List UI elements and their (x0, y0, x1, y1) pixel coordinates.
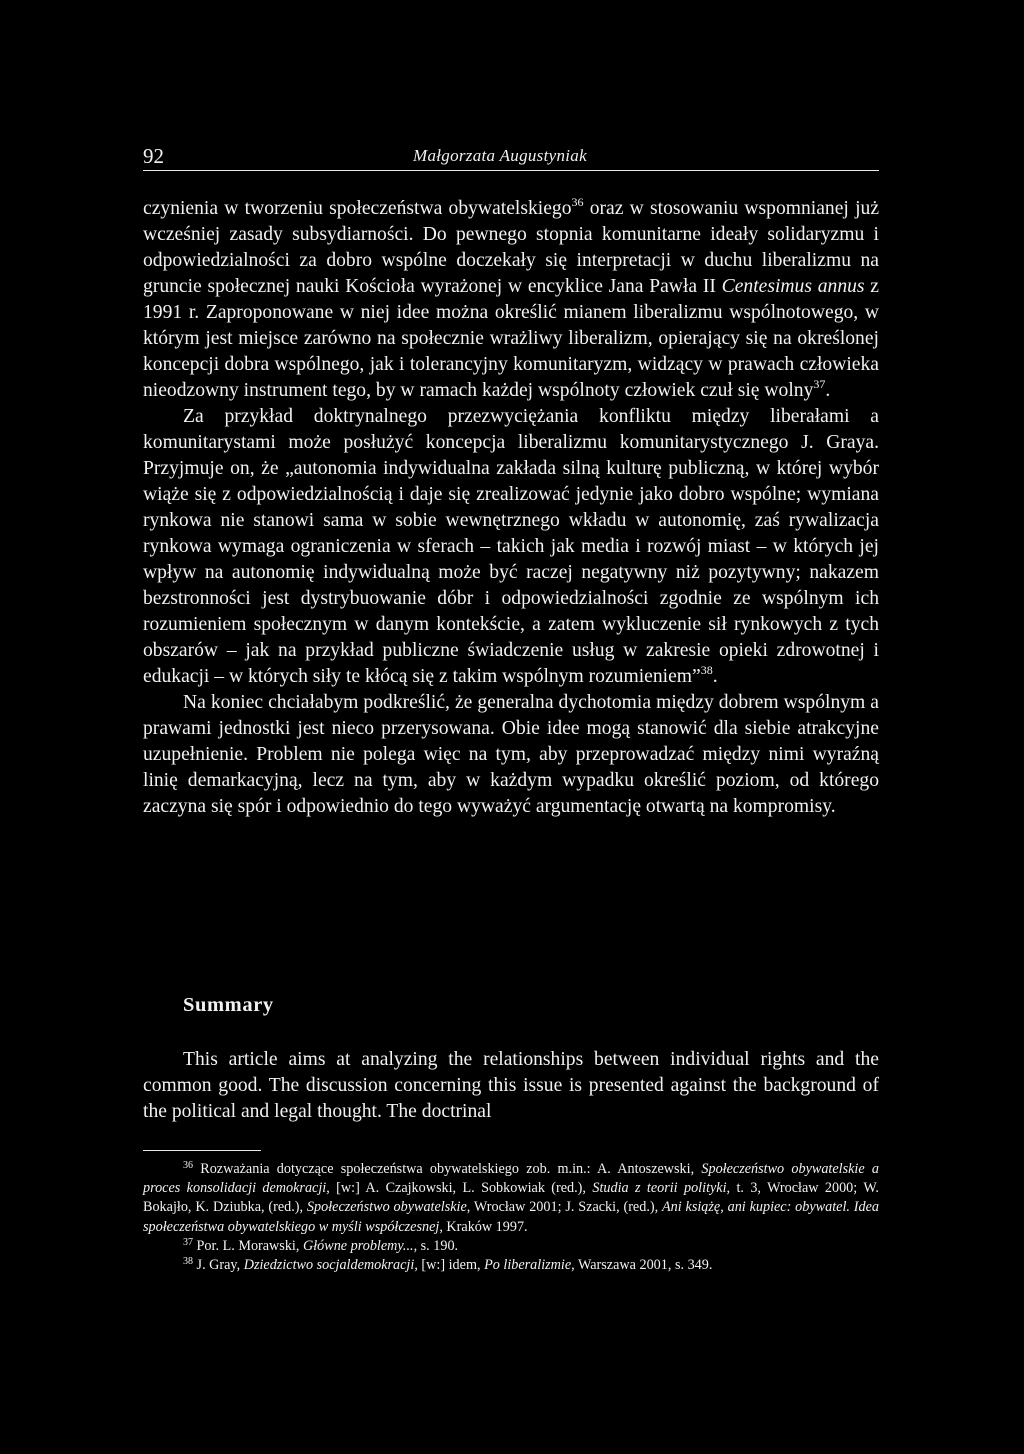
paragraph-1-text-a: czynienia w tworzeniu społeczeństwa obywatelskiego (143, 198, 572, 219)
paragraph-2-text-a: Za przykład doktrynalnego przezwyciężania konfliktu między liberałami a komunitarystami może posłużyć koncepcja liberalizmu komunitarystycznego J. Graya. Przyjmuje on, że „autonomia indywidualna zakłada silną kulturę publiczną, w której wybór wiąże się z odpowiedzialnością i daje się zrealizować jedynie jako dobro wspólne; wymiana rynkowa nie stanowi sama w sobie wewnętrznego wkładu w autonomię, zaś rywalizacja rynkowa wymaga ograniczenia w sferach – takich jak media i rozwój miast – w których jej wpływ na autonomię indywidualną może być raczej negatywny niż pozytywny; nakazem bezstronności jest dystrybuowanie dóbr i odpowiedzialności zgodnie ze wspólnym ich rozumieniem społecznym w danym kontekście, a zatem wykluczenie sił rynkowych z tych obszarów – jak na przykład publiczne świadczenie usług w zakresie opieki zdrowotnej i edukacji – w których siły te kłócą się z takim wspólnym rozumieniem” (143, 406, 879, 687)
footnote-37-text-2: , s. 190. (413, 1237, 459, 1254)
footnote-36-text-5: , Kraków 1997. (439, 1218, 528, 1235)
footnote-37-number: 37 (183, 1236, 193, 1248)
footnote-ref-36[interactable]: 36 (571, 195, 584, 209)
summary-text: This article aims at analyzing the relationships between individual rights and the common good. The discussion concerning this issue is presented against the background of the political and legal thought. The doctrinal (143, 1049, 879, 1122)
main-text (143, 196, 879, 820)
footnote-37-text-1: Por. L. Morawski, (193, 1237, 303, 1254)
footnote-36-title-2: Studia z teorii polityki (592, 1180, 727, 1197)
footnote-38-number: 38 (183, 1256, 193, 1268)
footnote-36-title-4: Ani książę, ani kupiec: obywatel. Idea społeczeństwa obywatelskiego w myśli współczesnej (143, 1199, 879, 1235)
paragraph-1-text-d: . (825, 380, 831, 401)
footnote-36-number: 36 (183, 1160, 193, 1171)
footnote-38-title-1: Dziedzictwo socjaldemokracji (243, 1257, 415, 1274)
footnote-36-text-2: , [w:] A. Czajkowski, L. Sobkowiak (red.), (326, 1180, 593, 1197)
footnote-36-text-3: , t. 3, Wrocław 2000; W. Bokajło, K. Dziubka, (red.), (143, 1180, 879, 1216)
footnote-36-text-4: , Wrocław 2001; J. Szacki, (red.), (466, 1199, 662, 1216)
paragraph-1 (143, 196, 879, 404)
footnote-ref-38[interactable]: 38 (700, 663, 713, 677)
summary-section (143, 1047, 879, 1125)
footnote-38-text-2: , [w:] idem, (414, 1257, 485, 1274)
footnote-36-title-3: Społeczeństwo obywatelskie (306, 1199, 467, 1216)
paragraph-2-text-b: . (712, 666, 718, 687)
footnotes (143, 1160, 879, 1275)
footnote-37 (143, 1237, 879, 1256)
paragraph-3: Na koniec chciałabym podkreślić, że generalna dychotomia między dobrem wspólnym a prawami jednostki jest nieco przerysowana. Obie idee mogą stanowić dla siebie atrakcyjne uzupełnienie. Problem nie polega więc na tym, aby przeprowadzać między nimi wyraźną linię demarkacyjną, lecz na tym, aby w każdym wypadku określić poziom, od którego zaczyna się spór i odpowiednio do tego wyważyć argumentację otwartą na kompromisy. (143, 692, 879, 817)
paragraph-1-text-b: oraz w stosowaniu wspomnianej już wcześniej zasady subsydiarności. Do pewnego stopnia komunitarne ideały solidaryzmu i odpowiedzialności za dobro wspólne doczekały się interpretacji w duchu liberalizmu na gruncie społecznej nauki Kościoła wyrażonej w encyklice Jana Pawła II (143, 198, 880, 297)
footnote-38-text-1: J. Gray, (193, 1257, 244, 1274)
page-header (143, 144, 879, 171)
footnote-ref-37[interactable]: 37 (813, 377, 826, 391)
footnote-separator (143, 1150, 261, 1151)
paragraph-2 (143, 404, 879, 690)
footnote-36-text-1: Rozważania dotyczące społeczeństwa obywatelskiego zob. m.in.: A. Antoszewski, (193, 1161, 702, 1177)
footnote-36 (143, 1160, 879, 1237)
encyclical-title: Centesimus annus (721, 276, 865, 297)
summary-heading: Summary (183, 994, 274, 1016)
footnote-38-title-2: Po liberalizmie (484, 1257, 572, 1274)
running-head-author: Małgorzata Augustyniak (413, 146, 587, 165)
footnote-36-title-1: Społeczeństwo obywatelskie a proces konsolidacji demokracji (143, 1161, 879, 1197)
footnote-38-text-3: , Warszawa 2001, s. 349. (571, 1257, 713, 1274)
footnote-38 (143, 1256, 879, 1275)
page-number: 92 (143, 144, 164, 168)
footnote-37-title-1: Główne problemy... (302, 1237, 414, 1254)
paragraph-1-text-c: z 1991 r. Zaproponowane w niej idee można określić mianem liberalizmu wspólnotowego, w którym jest miejsce zarówno na społecznie wrażliwy liberalizm, opierający się na określonej koncepcji dobra wspólnego, jak i tolerancyjny komunitaryzm, widzący w prawach człowieka nieodzowny instrument tego, by w ramach każdej wspólnoty człowiek czuł się wolny (143, 276, 879, 401)
